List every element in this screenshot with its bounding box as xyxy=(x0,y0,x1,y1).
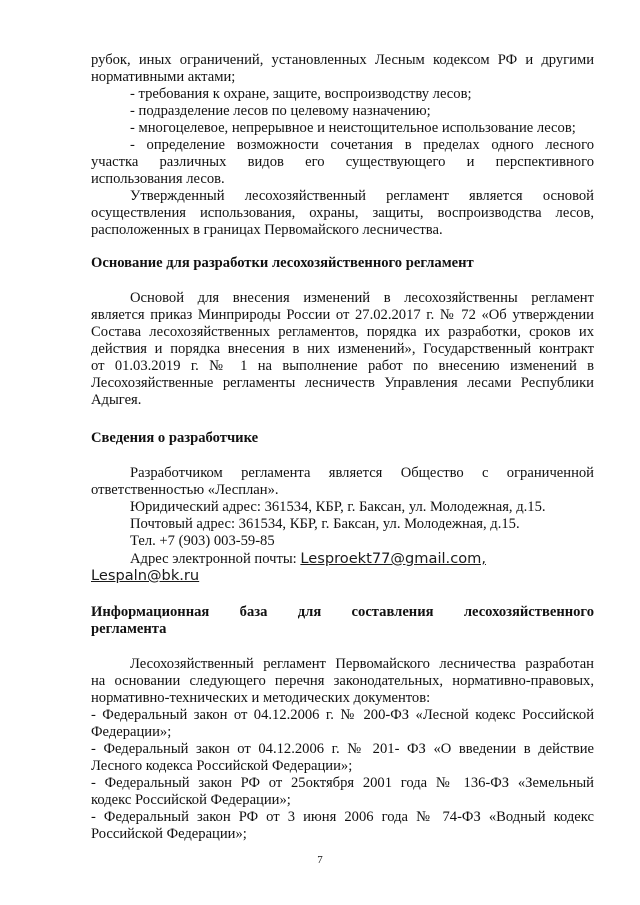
paragraph-line: Утвержденный лесохозяйственный регламент является основой xyxy=(130,188,594,204)
list-item: - Федеральный закон от 04.12.2006 г. № 201- ФЗ «О введении в действие xyxy=(91,741,594,757)
paragraph-line: нормативно-технических и методических документов: xyxy=(91,690,431,706)
postal-address: Почтовый адрес: 361534, КБР, г. Баксан, ул. Молодежная, д.15. xyxy=(130,516,520,532)
list-item: - Федеральный закон РФ от 25октября 2001 года № 136-ФЗ «Земельный xyxy=(91,775,594,791)
list-item: Лесного кодекса Российской Федерации»; xyxy=(91,758,353,774)
email-line xyxy=(130,550,594,568)
paragraph-line: расположенных в границах Первомайского лесничества. xyxy=(91,222,443,238)
list-item: - требования к охране, защите, воспроизводству лесов; xyxy=(130,86,472,102)
page-number: 7 xyxy=(317,854,323,866)
list-item: Федерации»; xyxy=(91,724,172,740)
email-label: Адрес электронной почты: xyxy=(130,551,297,567)
list-item: Российской Федерации»; xyxy=(91,826,247,842)
phone: Тел. +7 (903) 003-59-85 xyxy=(130,533,275,549)
email-line-2 xyxy=(91,567,594,585)
text-line: рубок, иных ограничений, установленных Лесным кодексом РФ и другими xyxy=(91,52,594,68)
text-line: нормативными актами; xyxy=(91,69,236,85)
text-line: участка различных видов его существующего и перспективного xyxy=(91,154,594,170)
section-heading-infobase-2: регламента xyxy=(91,621,167,637)
section-heading-basis: Основание для разработки лесохозяйственного регламент xyxy=(91,255,474,271)
email-link-2[interactable]: Lespaln@bk.ru xyxy=(91,567,200,584)
paragraph-line: действия и порядка внесения в них изменений», Государственный контракт xyxy=(91,341,594,357)
list-item: - Федеральный закон от 04.12.2006 г. № 200-ФЗ «Лесной кодекс Российской xyxy=(91,707,594,723)
list-item: - подразделение лесов по целевому назначению; xyxy=(130,103,431,119)
paragraph-line: Лесохозяйственные регламенты лесничеств Управления лесами Республики xyxy=(91,375,594,391)
list-item: - определение возможности сочетания в пределах одного лесного xyxy=(130,137,594,153)
list-item: - Федеральный закон РФ от 3 июня 2006 года № 74-ФЗ «Водный кодекс xyxy=(91,809,594,825)
list-item: кодекс Российской Федерации»; xyxy=(91,792,291,808)
paragraph-line: Адыгея. xyxy=(91,392,142,408)
paragraph-line: ответственностью «Лесплан». xyxy=(91,482,279,498)
paragraph-line: Лесохозяйственный регламент Первомайского лесничества разработан xyxy=(130,656,594,672)
paragraph-line: от 01.03.2019 г. № 1 на выполнение работ по внесению изменений в xyxy=(91,358,594,374)
paragraph-line: Состава лесохозяйственных регламентов, порядка их разработки, сроков их xyxy=(91,324,594,340)
paragraph-line: Основой для внесения изменений в лесохозяйственны регламент xyxy=(130,290,594,306)
paragraph-line: Разработчиком регламента является Общество с ограниченной xyxy=(130,465,594,481)
section-heading-infobase: Информационная база для составления лесохозяйственного xyxy=(91,604,594,620)
paragraph-line: осуществления использования, охраны, защиты, воспроизводства лесов, xyxy=(91,205,594,221)
paragraph-line: на основании следующего перечня законодательных, нормативно-правовых, xyxy=(91,673,594,689)
section-heading-developer: Сведения о разработчике xyxy=(91,430,259,446)
legal-address: Юридический адрес: 361534, КБР, г. Баксан, ул. Молодежная, д.15. xyxy=(130,499,546,515)
list-item: - многоцелевое, непрерывное и неистощительное использование лесов; xyxy=(130,120,576,136)
text-line: использования лесов. xyxy=(91,171,225,187)
email-link-1[interactable]: Lesproekt77@gmail.com, xyxy=(300,550,486,567)
paragraph-line: является приказ Минприроды России от 27.02.2017 г. № 72 «Об утверждении xyxy=(91,307,594,323)
